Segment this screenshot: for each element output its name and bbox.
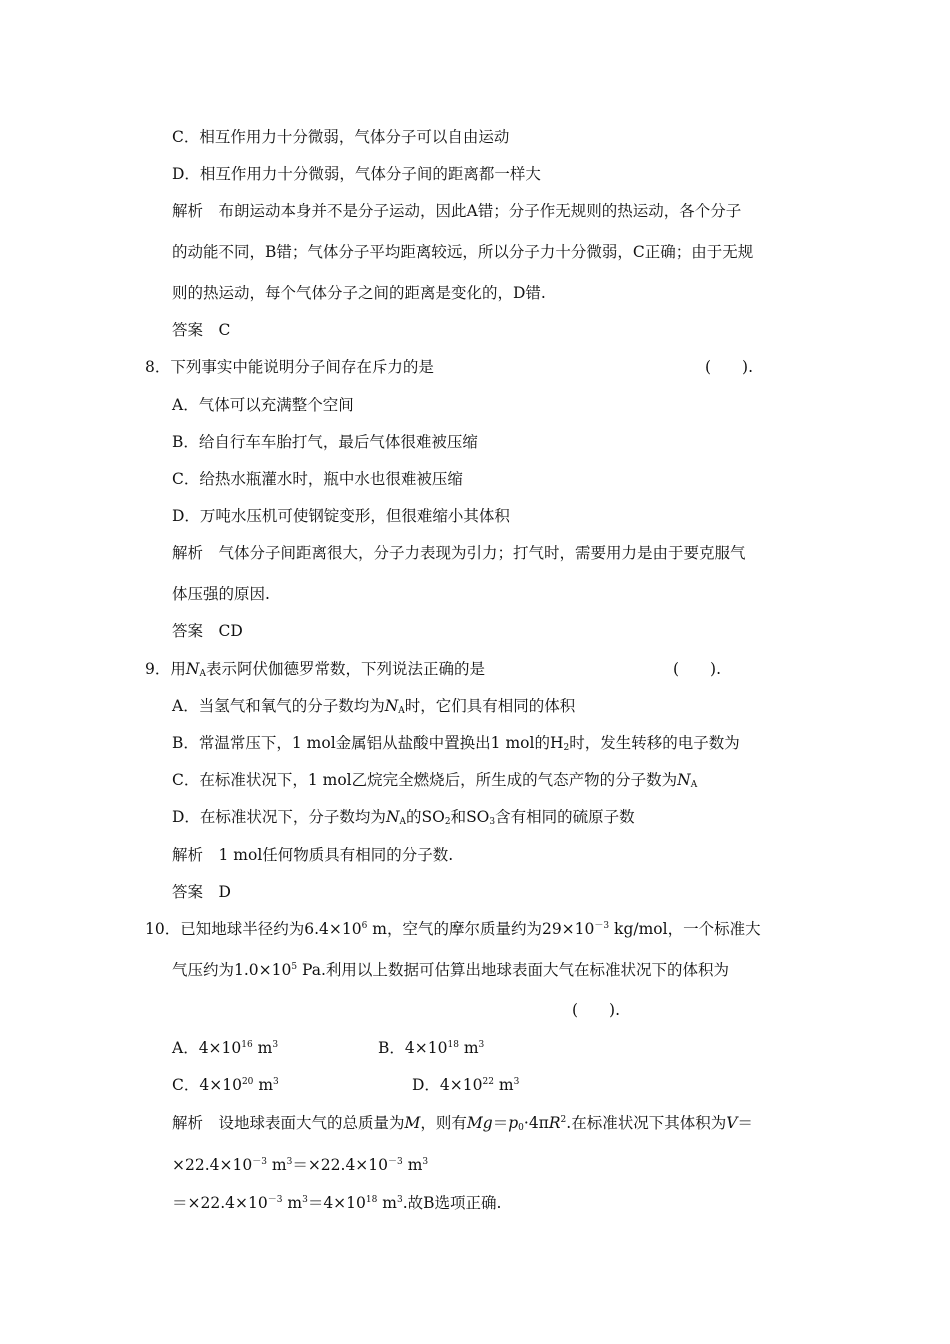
- q8-option-c: C．给热水瓶灌水时，瓶中水也很难被压缩: [172, 470, 463, 488]
- q8-option-d: D．万吨水压机可使钢锭变形，但很难缩小其体积: [172, 507, 510, 525]
- q8-analysis-line-2: 体压强的原因.: [172, 585, 270, 603]
- q7-analysis-line-2: 的动能不同，B错；气体分子平均距离较远，所以分子力十分微弱，C正确；由于无规: [172, 243, 754, 261]
- q9-analysis: 解析 1 mol任何物质具有相同的分子数.: [172, 846, 454, 864]
- q7-option-d: D．相互作用力十分微弱，气体分子间的距离都一样大: [172, 165, 541, 183]
- q10-stem-line-2: 气压约为$1.0\times 10^5$ Pa.利用以上数据可估算出地球表面大气在标准状况下的体积为: [172, 961, 729, 979]
- q10-option-b: B．$4\times 10^{18}$ $m^3$: [378, 1039, 485, 1057]
- q8-option-a: A．气体可以充满整个空间: [172, 396, 354, 414]
- q8-analysis-line-1: 解析 气体分子间距离很大，分子力表现为引力；打气时，需要用力是由于要克服气: [172, 544, 746, 562]
- q10-analysis-line-2: $\times 22.4\times 10^{-3}$ $m^3=\times 22.4\times 10^{-3}$ $m^3$: [172, 1156, 429, 1174]
- q7-option-c: C．相互作用力十分微弱，气体分子可以自由运动: [172, 128, 510, 146]
- q10-option-c: C．$4\times 10^{20}$ $m^3$: [172, 1076, 279, 1094]
- q8-option-b: B．给自行车车胎打气，最后气体很难被压缩: [172, 433, 478, 451]
- q8-answer: 答案 CD: [172, 622, 243, 640]
- q10-option-d: D．$4\times 10^{22}$ $m^3$: [412, 1076, 520, 1094]
- q9-option-d: D．在标准状况下，分子数均为$N_A$的$SO_2$和$SO_3$含有相同的硫原子数: [172, 808, 635, 827]
- q8-stem: 8．下列事实中能说明分子间存在斥力的是: [145, 358, 434, 376]
- q8-answer-bracket: ( ).: [705, 358, 754, 376]
- q9-answer: 答案 D: [172, 883, 231, 901]
- q10-analysis-line-3: $=\times 22.4\times 10^{-3}$ $m^3=4\times 10^{18}$ $m^3$.故B选项正确.: [172, 1194, 502, 1212]
- q7-analysis-line-1: 解析 布朗运动本身并不是分子运动，因此A错；分子作无规则的热运动，各个分子: [172, 202, 742, 220]
- q7-answer: 答案 C: [172, 321, 231, 339]
- q9-option-c: C．在标准状况下，1 mol乙烷完全燃烧后，所生成的气态产物的分子数为$N_A$: [172, 771, 698, 790]
- q10-option-a: A．$4\times 10^{16}$ $m^3$: [172, 1039, 279, 1057]
- q9-answer-bracket: ( ).: [673, 660, 722, 678]
- q7-analysis-line-3: 则的热运动，每个气体分子之间的距离是变化的，D错.: [172, 284, 546, 302]
- q10-analysis-line-1: 解析 设地球表面大气的总质量为M，则有$Mg=p_0\cdot 4\pi R^2$.在标准状况下其体积为V＝: [172, 1114, 753, 1133]
- q9-option-b: B．常温常压下，1 mol金属铝从盐酸中置换出1 mol的$H_2$时，发生转移的电子数为: [172, 734, 740, 753]
- q9-stem: 9．用$N_A$表示阿伏伽德罗常数，下列说法正确的是: [145, 660, 485, 679]
- q9-option-a: A．当氢气和氧气的分子数均为$N_A$时，它们具有相同的体积: [172, 697, 576, 716]
- q10-answer-bracket: ( ).: [572, 1001, 621, 1019]
- q10-stem-line-1: 10．已知地球半径约为$6.4\times 10^6$ m，空气的摩尔质量约为$29\times 10^{-3}$ kg/mol，一个标准大: [145, 920, 761, 938]
